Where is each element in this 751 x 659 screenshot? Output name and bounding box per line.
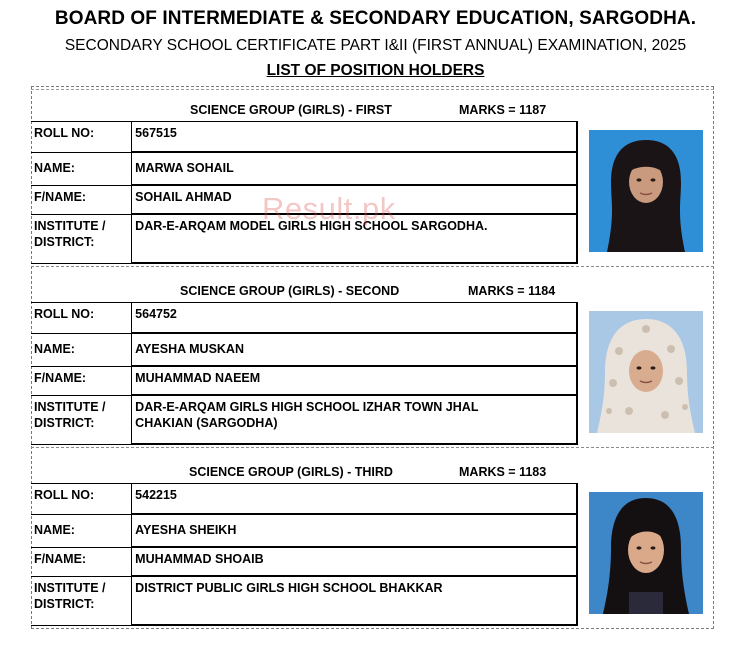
institute-label [31, 214, 132, 263]
institute-label-line1: INSTITUTE / [34, 580, 106, 595]
group-title: SCIENCE GROUP (GIRLS) - FIRST [190, 103, 392, 117]
roll-no-label: ROLL NO: [31, 484, 132, 515]
watermark: Result.pk [262, 191, 396, 226]
marks-value: MARKS = 1183 [459, 465, 547, 479]
section-header [31, 282, 714, 302]
marks-value: MARKS = 1184 [468, 284, 556, 298]
info-table [31, 302, 578, 445]
roll-no-value: 542215 [132, 484, 577, 515]
group-title: SCIENCE GROUP (GIRLS) - THIRD [189, 465, 393, 479]
name-label: NAME: [31, 514, 132, 547]
institute-value-line1: DAR-E-ARQAM MODEL GIRLS HIGH SCHOOL SARGODHA. [135, 219, 488, 233]
list-title: LIST OF POSITION HOLDERS [266, 62, 485, 79]
roll-no-value: 567515 [132, 122, 577, 153]
father-name-label: F/NAME: [31, 547, 132, 576]
roll-no-value: 564752 [132, 303, 577, 334]
institute-label [31, 395, 132, 444]
institute-label-line1: INSTITUTE / [34, 218, 106, 233]
marks-value: MARKS = 1187 [459, 103, 547, 117]
student-photo [589, 130, 703, 252]
institute-value-line1: DAR-E-ARQAM GIRLS HIGH SCHOOL IZHAR TOWN JHAL [135, 400, 479, 414]
institute-label-line2: DISTRICT: [34, 234, 95, 249]
section-header [31, 101, 714, 121]
father-name-value: MUHAMMAD SHOAIB [132, 547, 577, 576]
institute-value-line2: CHAKIAN (SARGODHA) [135, 416, 278, 430]
institute-label-line1: INSTITUTE / [34, 399, 106, 414]
father-name-value: SOHAIL AHMAD [132, 185, 577, 214]
institute-label-line2: DISTRICT: [34, 596, 95, 611]
frame-top-rule [31, 89, 714, 90]
institute-value-line1: DISTRICT PUBLIC GIRLS HIGH SCHOOL BHAKKAR [135, 581, 443, 595]
name-value: MARWA SOHAIL [132, 152, 577, 185]
roll-no-label: ROLL NO: [31, 303, 132, 334]
group-title: SCIENCE GROUP (GIRLS) - SECOND [180, 284, 400, 298]
father-name-label: F/NAME: [31, 185, 132, 214]
father-name-value: MUHAMMAD NAEEM [132, 366, 577, 395]
name-value: AYESHA SHEIKH [132, 514, 577, 547]
board-title: BOARD OF INTERMEDIATE & SECONDARY EDUCATION, SARGODHA. [54, 8, 697, 29]
institute-label [31, 576, 132, 625]
name-label: NAME: [31, 152, 132, 185]
info-table [31, 483, 578, 626]
section-separator [31, 447, 714, 448]
name-label: NAME: [31, 333, 132, 366]
student-photo [589, 311, 703, 433]
institute-value [132, 395, 577, 444]
father-name-label: F/NAME: [31, 366, 132, 395]
student-photo [589, 492, 703, 614]
section-header [31, 463, 714, 483]
institute-label-line2: DISTRICT: [34, 415, 95, 430]
exam-title: SECONDARY SCHOOL CERTIFICATE PART I&II (FIRST ANNUAL) EXAMINATION, 2025 [64, 37, 687, 54]
institute-value [132, 576, 577, 625]
section-separator [31, 266, 714, 267]
roll-no-label: ROLL NO: [31, 122, 132, 153]
name-value: AYESHA MUSKAN [132, 333, 577, 366]
